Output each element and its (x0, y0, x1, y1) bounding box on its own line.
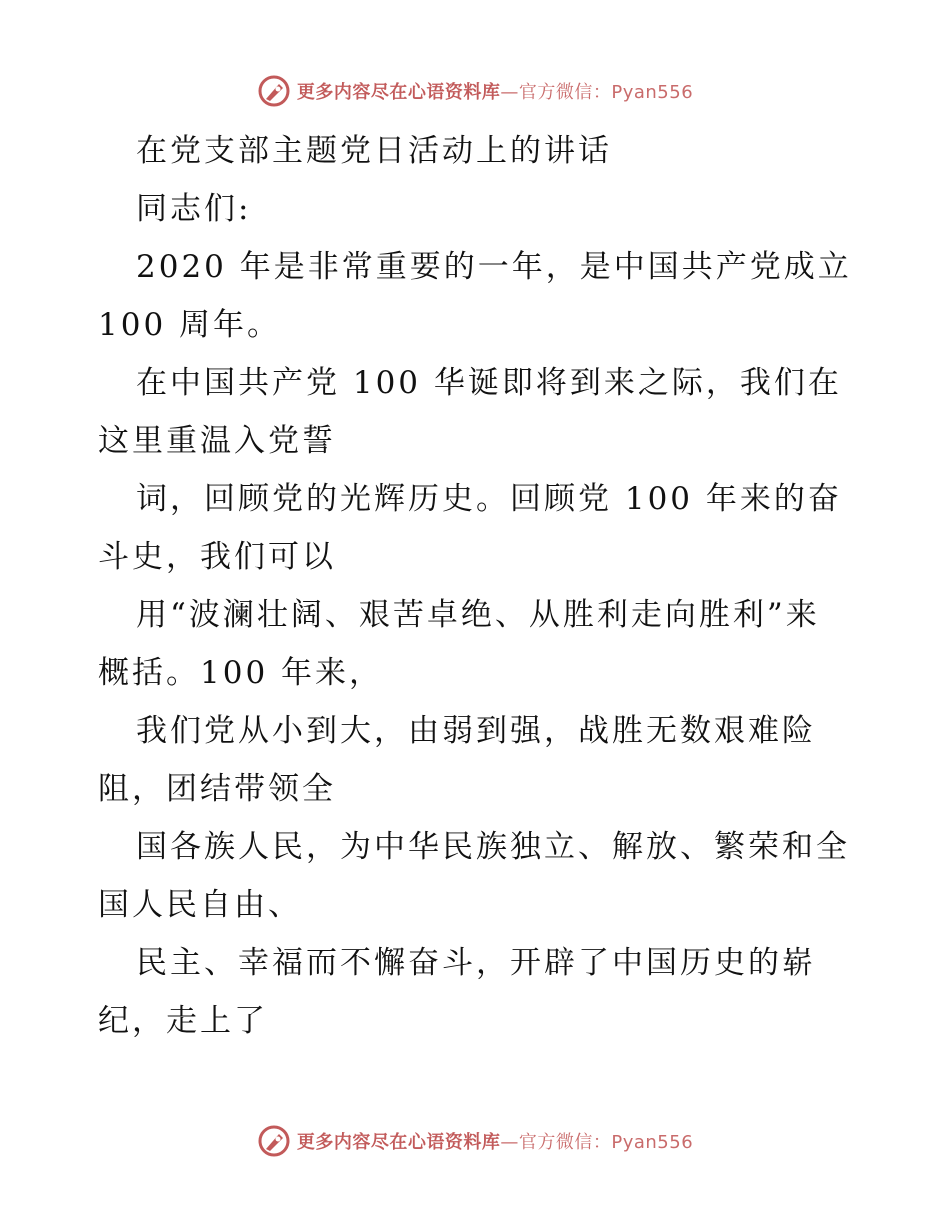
document-title: 在党支部主题党日活动上的讲话 (136, 133, 612, 169)
watermark-site: 更多内容尽在心语资料库 (296, 1132, 501, 1153)
pen-logo-icon (257, 74, 291, 108)
paragraph-line: 概括。100 年来， (98, 655, 384, 691)
watermark-wechat-id: Pyan556 (611, 1132, 694, 1153)
salutation: 同志们: (136, 191, 252, 227)
paragraph-line: 我们党从小到大，由弱到强，战胜无数艰难险 (136, 713, 816, 749)
paragraph-line: 纪，走上了 (98, 1003, 268, 1039)
watermark-text (297, 78, 693, 104)
watermark-wechat-label: 官方微信： (518, 82, 612, 103)
paragraph-line: 民主、幸福而不懈奋斗，开辟了中国历史的崭 (136, 945, 816, 981)
pen-logo-icon (257, 1124, 291, 1158)
paragraph-line: 100 周年。 (98, 307, 282, 343)
document-body (98, 122, 858, 1050)
paragraph-line: 国人民自由、 (98, 887, 302, 923)
paragraph-line: 2020 年是非常重要的一年，是中国共产党成立 (136, 249, 852, 285)
paragraph-line: 这里重温入党誓 (98, 423, 336, 459)
watermark-dash: — (500, 82, 519, 103)
watermark-text (297, 1128, 693, 1154)
watermark-site: 更多内容尽在心语资料库 (296, 82, 501, 103)
paragraph-line: 词，回顾党的光辉历史。回顾党 100 年来的奋 (136, 481, 842, 517)
watermark-wechat-id: Pyan556 (611, 82, 694, 103)
paragraph-line: 用“波澜壮阔、艰苦卓绝、从胜利走向胜利”来 (136, 597, 820, 633)
paragraph-line: 在中国共产党 100 华诞即将到来之际，我们在 (136, 365, 842, 401)
footer-watermark (0, 1121, 950, 1161)
header-watermark (0, 71, 950, 111)
paragraph-line: 阻，团结带领全 (98, 771, 336, 807)
watermark-dash: — (500, 1132, 519, 1153)
watermark-wechat-label: 官方微信： (518, 1132, 612, 1153)
paragraph-line: 国各族人民，为中华民族独立、解放、繁荣和全 (136, 829, 850, 865)
paragraph-line: 斗史，我们可以 (98, 539, 336, 575)
